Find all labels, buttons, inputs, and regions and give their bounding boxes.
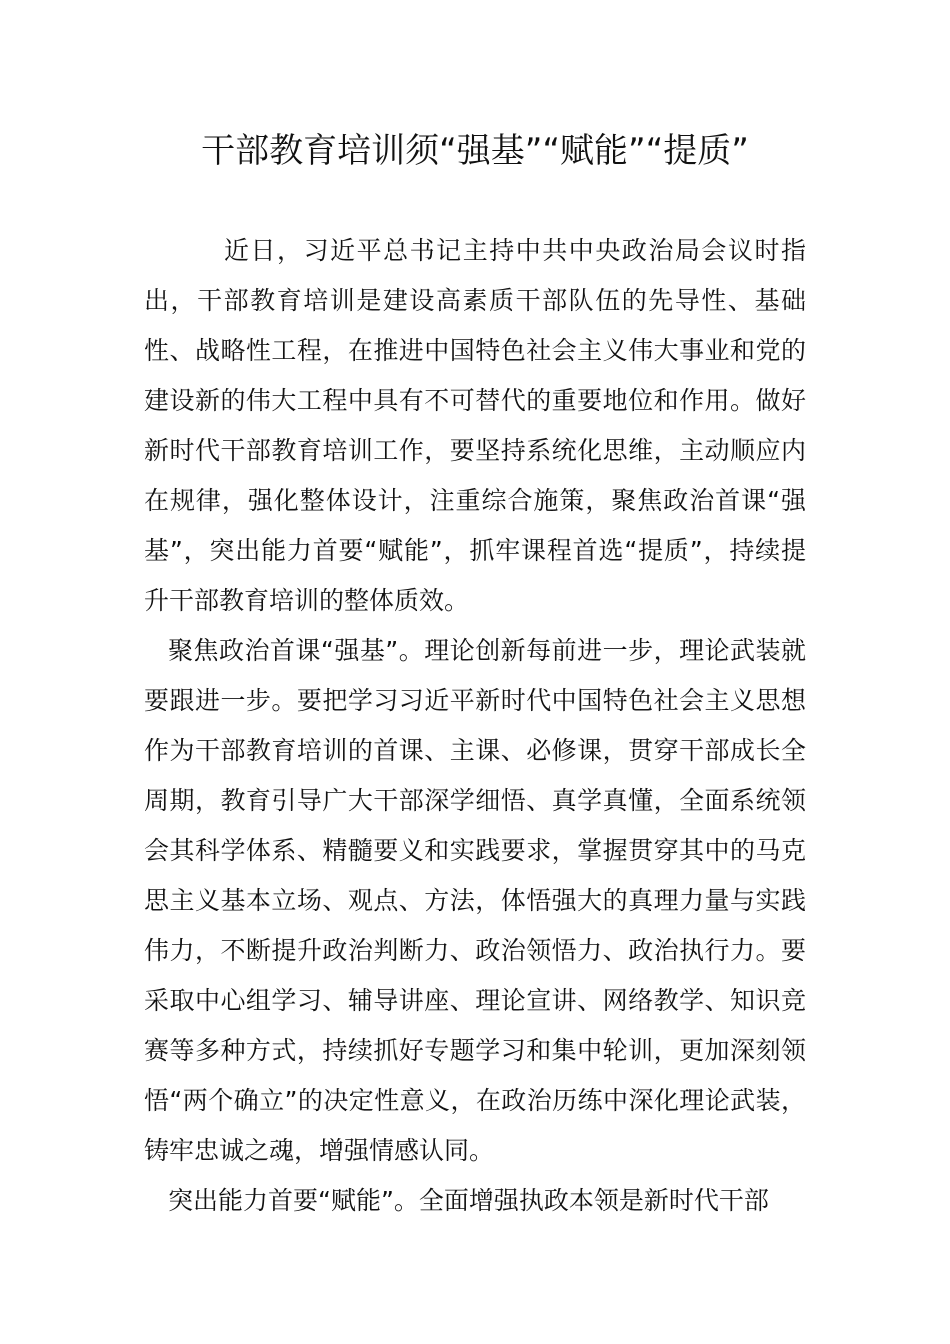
paragraph-political-course: 聚焦政治首课“强基”。理论创新每前进一步，理论武装就要跟进一步。要把学习习近平新时代中国特色社会主义思想作为干部教育培训的首课、主课、必修课，贯穿干部成长全周期，教育引导广大干部深学细悟、真学真懂，全面系统领会其科学体系、精髓要义和实践要求，掌握贯穿其中的马克思主义基本立场、观点、方法，体悟强大的真理力量与实践伟力，不断提升政治判断力、政治领悟力、政治执行力。要采取中心组学习、辅导讲座、理论宣讲、网络教学、知识竞赛等多种方式，持续抓好专题学习和集中轮训，更加深刻领悟“两个确立”的决定性意义，在政治历练中深化理论武装，铸牢忠诚之魂，增强情感认同。	[144, 636, 806, 1165]
document-title: 干部教育培训须“强基”“赋能”“提质”	[201, 131, 749, 171]
document-body	[144, 226, 806, 1226]
paragraph-intro: 近日，习近平总书记主持中共中央政治局会议时指出，干部教育培训是建设高素质干部队伍的先导性、基础性、战略性工程，在推进中国特色社会主义伟大事业和党的建设新的伟大工程中具有不可替代的重要地位和作用。做好新时代干部教育培训工作，要坚持系统化思维，主动顺应内在规律，强化整体设计，注重综合施策，聚焦政治首课“强基”，突出能力首要“赋能”，抓牢课程首选“提质”，持续提升干部教育培训的整体质效。	[144, 236, 806, 615]
paragraph-ability: 突出能力首要“赋能”。全面增强执政本领是新时代干部	[168, 1186, 769, 1215]
